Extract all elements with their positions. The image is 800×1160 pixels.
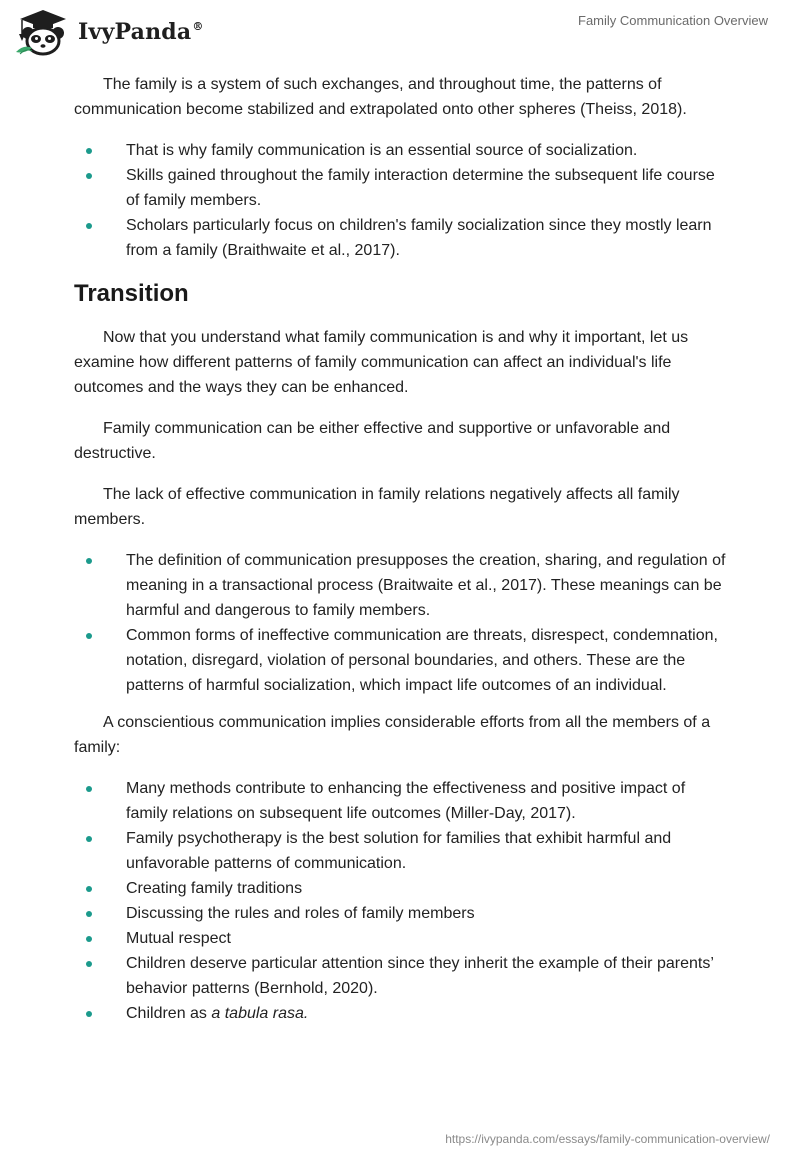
- bullet-icon: [86, 886, 92, 892]
- bullet-icon: [86, 961, 92, 967]
- bullet-icon: [86, 148, 92, 154]
- list-item: Many methods contribute to enhancing the effectiveness and positive impact of family relations on subsequent life outcomes (Miller-Day, 2017).: [74, 776, 728, 826]
- document-title: Family Communication Overview: [578, 13, 768, 28]
- list-item: Creating family traditions: [74, 876, 728, 901]
- list-item: Mutual respect: [74, 926, 728, 951]
- bullet-icon: [86, 223, 92, 229]
- paragraph: A conscientious communication implies considerable efforts from all the members of a family:: [74, 714, 711, 756]
- page-header: [0, 0, 800, 62]
- intro-paragraph: The family is a system of such exchanges, and throughout time, the patterns of communication become stabilized and extrapolated onto other spheres (Theiss, 2018).: [74, 76, 687, 118]
- list-item: Common forms of ineffective communication are threats, disrespect, condemnation, notation, disregard, violation of personal boundaries, and others. These are the patterns of harmful socialization, which impact life outcomes of an individual.: [74, 623, 728, 698]
- bullet-icon: [86, 633, 92, 639]
- list-item: The definition of communication presupposes the creation, sharing, and regulation of meaning in a transactional process (Braitwaite et al., 2017). These meanings can be harmful and dangerous to family members.: [74, 548, 728, 623]
- bullet-list-socialization: [74, 138, 728, 263]
- essay-content: [74, 72, 728, 1038]
- bullet-list-methods: [74, 776, 728, 1026]
- bullet-icon: [86, 173, 92, 179]
- list-item: Skills gained throughout the family interaction determine the subsequent life course of family members.: [74, 163, 728, 213]
- paragraph: Now that you understand what family communication is and why it important, let us examine how different patterns of family communication can affect an individual's life outcomes and the ways they can be enhanced.: [74, 329, 689, 396]
- section-heading: Transition: [74, 280, 189, 307]
- list-item: Children deserve particular attention since they inherit the example of their parents’ behavior patterns (Bernhold, 2020).: [74, 951, 728, 1001]
- bullet-icon: [86, 936, 92, 942]
- italic-term: a tabula rasa.: [211, 1005, 309, 1022]
- list-item: Children as a tabula rasa.: [74, 1001, 728, 1026]
- list-item: Discussing the rules and roles of family members: [74, 901, 728, 926]
- list-item: That is why family communication is an essential source of socialization.: [74, 138, 728, 163]
- list-item: Family psychotherapy is the best solution for families that exhibit harmful and unfavorable patterns of communication.: [74, 826, 728, 876]
- logo-text: IvyPanda®: [78, 19, 204, 45]
- registered-mark: ®: [192, 20, 204, 33]
- footer-url[interactable]: https://ivypanda.com/essays/family-communication-overview/: [445, 1132, 770, 1146]
- bullet-icon: [86, 558, 92, 564]
- list-item: Scholars particularly focus on children's family socialization since they mostly learn from a family (Braithwaite et al., 2017).: [74, 213, 728, 263]
- paragraph: The lack of effective communication in family relations negatively affects all family members.: [74, 486, 680, 528]
- ivypanda-logo[interactable]: [14, 8, 204, 56]
- bullet-icon: [86, 1011, 92, 1017]
- bullet-icon: [86, 836, 92, 842]
- bullet-list-ineffective: [74, 548, 728, 698]
- panda-icon: [14, 8, 72, 56]
- paragraph: Family communication can be either effective and supportive or unfavorable and destructive.: [74, 420, 671, 462]
- bullet-icon: [86, 786, 92, 792]
- bullet-icon: [86, 911, 92, 917]
